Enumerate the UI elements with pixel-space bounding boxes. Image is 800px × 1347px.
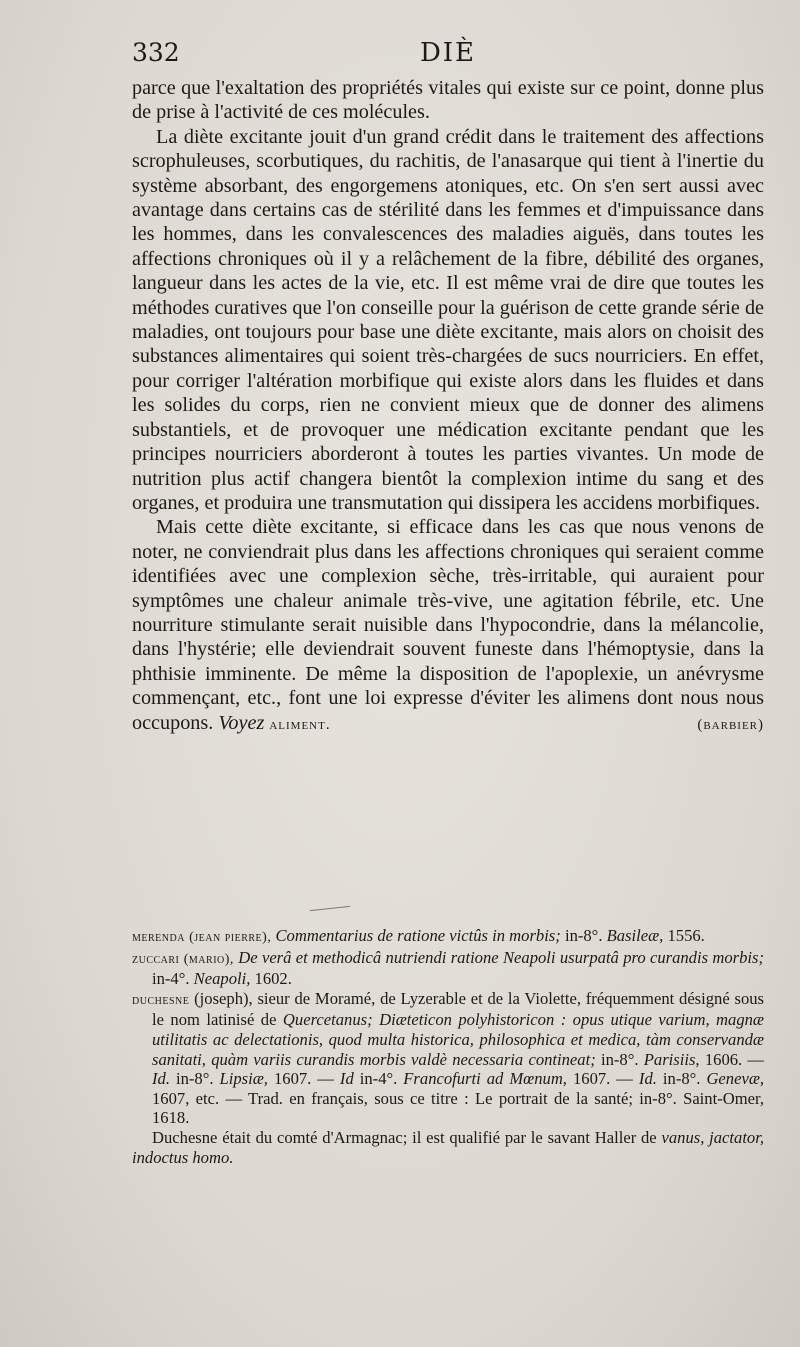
bib-format: in-8°. bbox=[662, 1069, 701, 1089]
bib-author: duchesne bbox=[132, 992, 190, 1008]
main-text bbox=[132, 76, 764, 737]
bib-idem: Id bbox=[339, 1069, 354, 1089]
bib-place: Neapoli, bbox=[193, 969, 251, 989]
bib-format: in-8°. bbox=[601, 1049, 639, 1069]
page-header bbox=[132, 38, 764, 74]
bib-entry-merenda bbox=[132, 926, 764, 948]
bib-format: in-4°. bbox=[152, 969, 190, 989]
bib-year-and-translation: 1607, etc. — Trad. en français, sous ce titre : Le portrait de la santé; in-8°. Saint-Omer, 1618. bbox=[152, 1088, 764, 1128]
section-divider bbox=[310, 906, 350, 911]
bib-note bbox=[132, 1128, 764, 1167]
cross-reference: aliment. bbox=[269, 716, 331, 733]
paragraph-2: La diète excitante jouit d'un grand crédit dans le traitement des affections scrophuleuses, scorbutiques, du rachitis, de l'anasarque qui tient à l'inertie du système absorbant, des engorgemens atoniques, etc. On s'en sert aussi avec avantage dans certains cas de stérilité dans les femmes et d'impuissance dans les hommes, dans les convalescences des maladies aiguës, dans toutes les affections chroniques où il y a relâchement de la fibre, débilité des organes, langueur dans les actes de la vie, etc. Il est même vrai de dire que toutes les méthodes curatives que l'on conseille pour la guérison de cette grande série de maladies, ont toujours pour base une diète excitante, mais alors on choisit des substances alimentaires qui soient très-chargées de sucs nourriciers. En effet, pour corriger l'altération morbifique qui existe alors dans les fluides et dans les solides du corps, rien ne convient mieux que de donner des alimens substantiels, et de provoquer une médication excitante pendant que les principes nourriciers aborderont à toutes les parties vivantes. Un mode de nutrition plus actif changera bientôt la complexion intime du sang et des organes, et produira une transmutation qui dissipera les accidens morbifiques. bbox=[132, 125, 764, 514]
bib-idem: Id. bbox=[638, 1069, 657, 1089]
bib-format: in-8°. bbox=[564, 926, 603, 945]
paragraph-1: parce que l'exaltation des propriétés vitales qui existe sur ce point, donne plus de prise à l'activité de ces molécules. bbox=[132, 77, 764, 124]
bib-place: Francofurti ad Mœnum, bbox=[403, 1069, 567, 1089]
see-label: Voyez bbox=[218, 711, 265, 734]
bib-note-text: Duchesne était du comté d'Armagnac; il est qualifié par le savant Haller de bbox=[152, 1127, 657, 1147]
bib-note-quote: vanus, jactator, indoctus homo. bbox=[132, 1127, 764, 1167]
bib-author-forename: (jean pierre), bbox=[189, 930, 272, 945]
page-number: 332 bbox=[132, 38, 180, 67]
bib-year: 1607. — bbox=[572, 1069, 633, 1089]
bib-place: Parisiis, bbox=[643, 1049, 700, 1069]
bib-entry-duchesne bbox=[132, 989, 764, 1128]
bib-format: in-8°. bbox=[176, 1069, 214, 1089]
bib-latin-name: Quercetanus; bbox=[282, 1010, 373, 1030]
bib-year: 1606. — bbox=[704, 1049, 765, 1069]
bib-author: merenda bbox=[132, 930, 185, 945]
bib-place: Lipsiæ, bbox=[219, 1069, 268, 1089]
bib-title: Commentarius de ratione victûs in morbis; bbox=[275, 926, 561, 945]
bib-author: zuccari bbox=[132, 951, 180, 967]
running-head: DIÈ bbox=[419, 38, 477, 68]
bib-title: De verâ et methodicâ nutriendi ratione Neapoli usurpatâ pro curandis morbis; bbox=[238, 947, 765, 967]
paragraph-3-text: Mais cette diète excitante, si efficace dans les cas que nous venons de noter, ne conviendrait plus dans les affections chroniques qui seraient comme identifiées avec une complexion sèche, très-irritable, qui auraient pour symptômes une chaleur animale très-vive, une agitation fébrile, etc. Une nourriture stimulante serait nuisible dans l'hypocondrie, dans la mélancolie, dans l'hystérie; elle deviendrait souvent funeste dans l'hémoptysie, dans la phthisie imminente. De même la disposition de l'apoplexie, un anévrysme commençant, etc., font une loi expresse d'éviter les alimens dont nous nous occupons. bbox=[132, 516, 764, 734]
bib-year: 1602. bbox=[254, 969, 292, 989]
bib-place: Genevæ, bbox=[706, 1069, 765, 1089]
bib-year: 1556. bbox=[667, 926, 705, 945]
bib-title: Diæteticon polyhistoricon : opus utique varium, magnæ utilitatis ac delectationis, quod multa historica, philosophica et medica, tàm conservandæ sanitati, quàm variis curandis morbis valdè necessaria contineat; bbox=[152, 1010, 764, 1069]
bib-place: Basileæ, bbox=[606, 926, 664, 945]
bib-year: 1607. — bbox=[273, 1069, 334, 1089]
bib-author-details: (joseph), sieur de Moramé, de Lyzerable et de la Violette, fréquemment désigné sous le nom latinisé de bbox=[152, 988, 765, 1030]
paragraph-3 bbox=[132, 515, 764, 737]
author-signature: (barbier) bbox=[697, 716, 764, 733]
bib-idem: Id. bbox=[152, 1069, 170, 1089]
bib-entry-zuccari bbox=[132, 948, 764, 989]
bib-author-forename: (mario), bbox=[183, 951, 234, 967]
bibliography bbox=[132, 926, 764, 1167]
bib-format: in-4°. bbox=[359, 1069, 398, 1089]
